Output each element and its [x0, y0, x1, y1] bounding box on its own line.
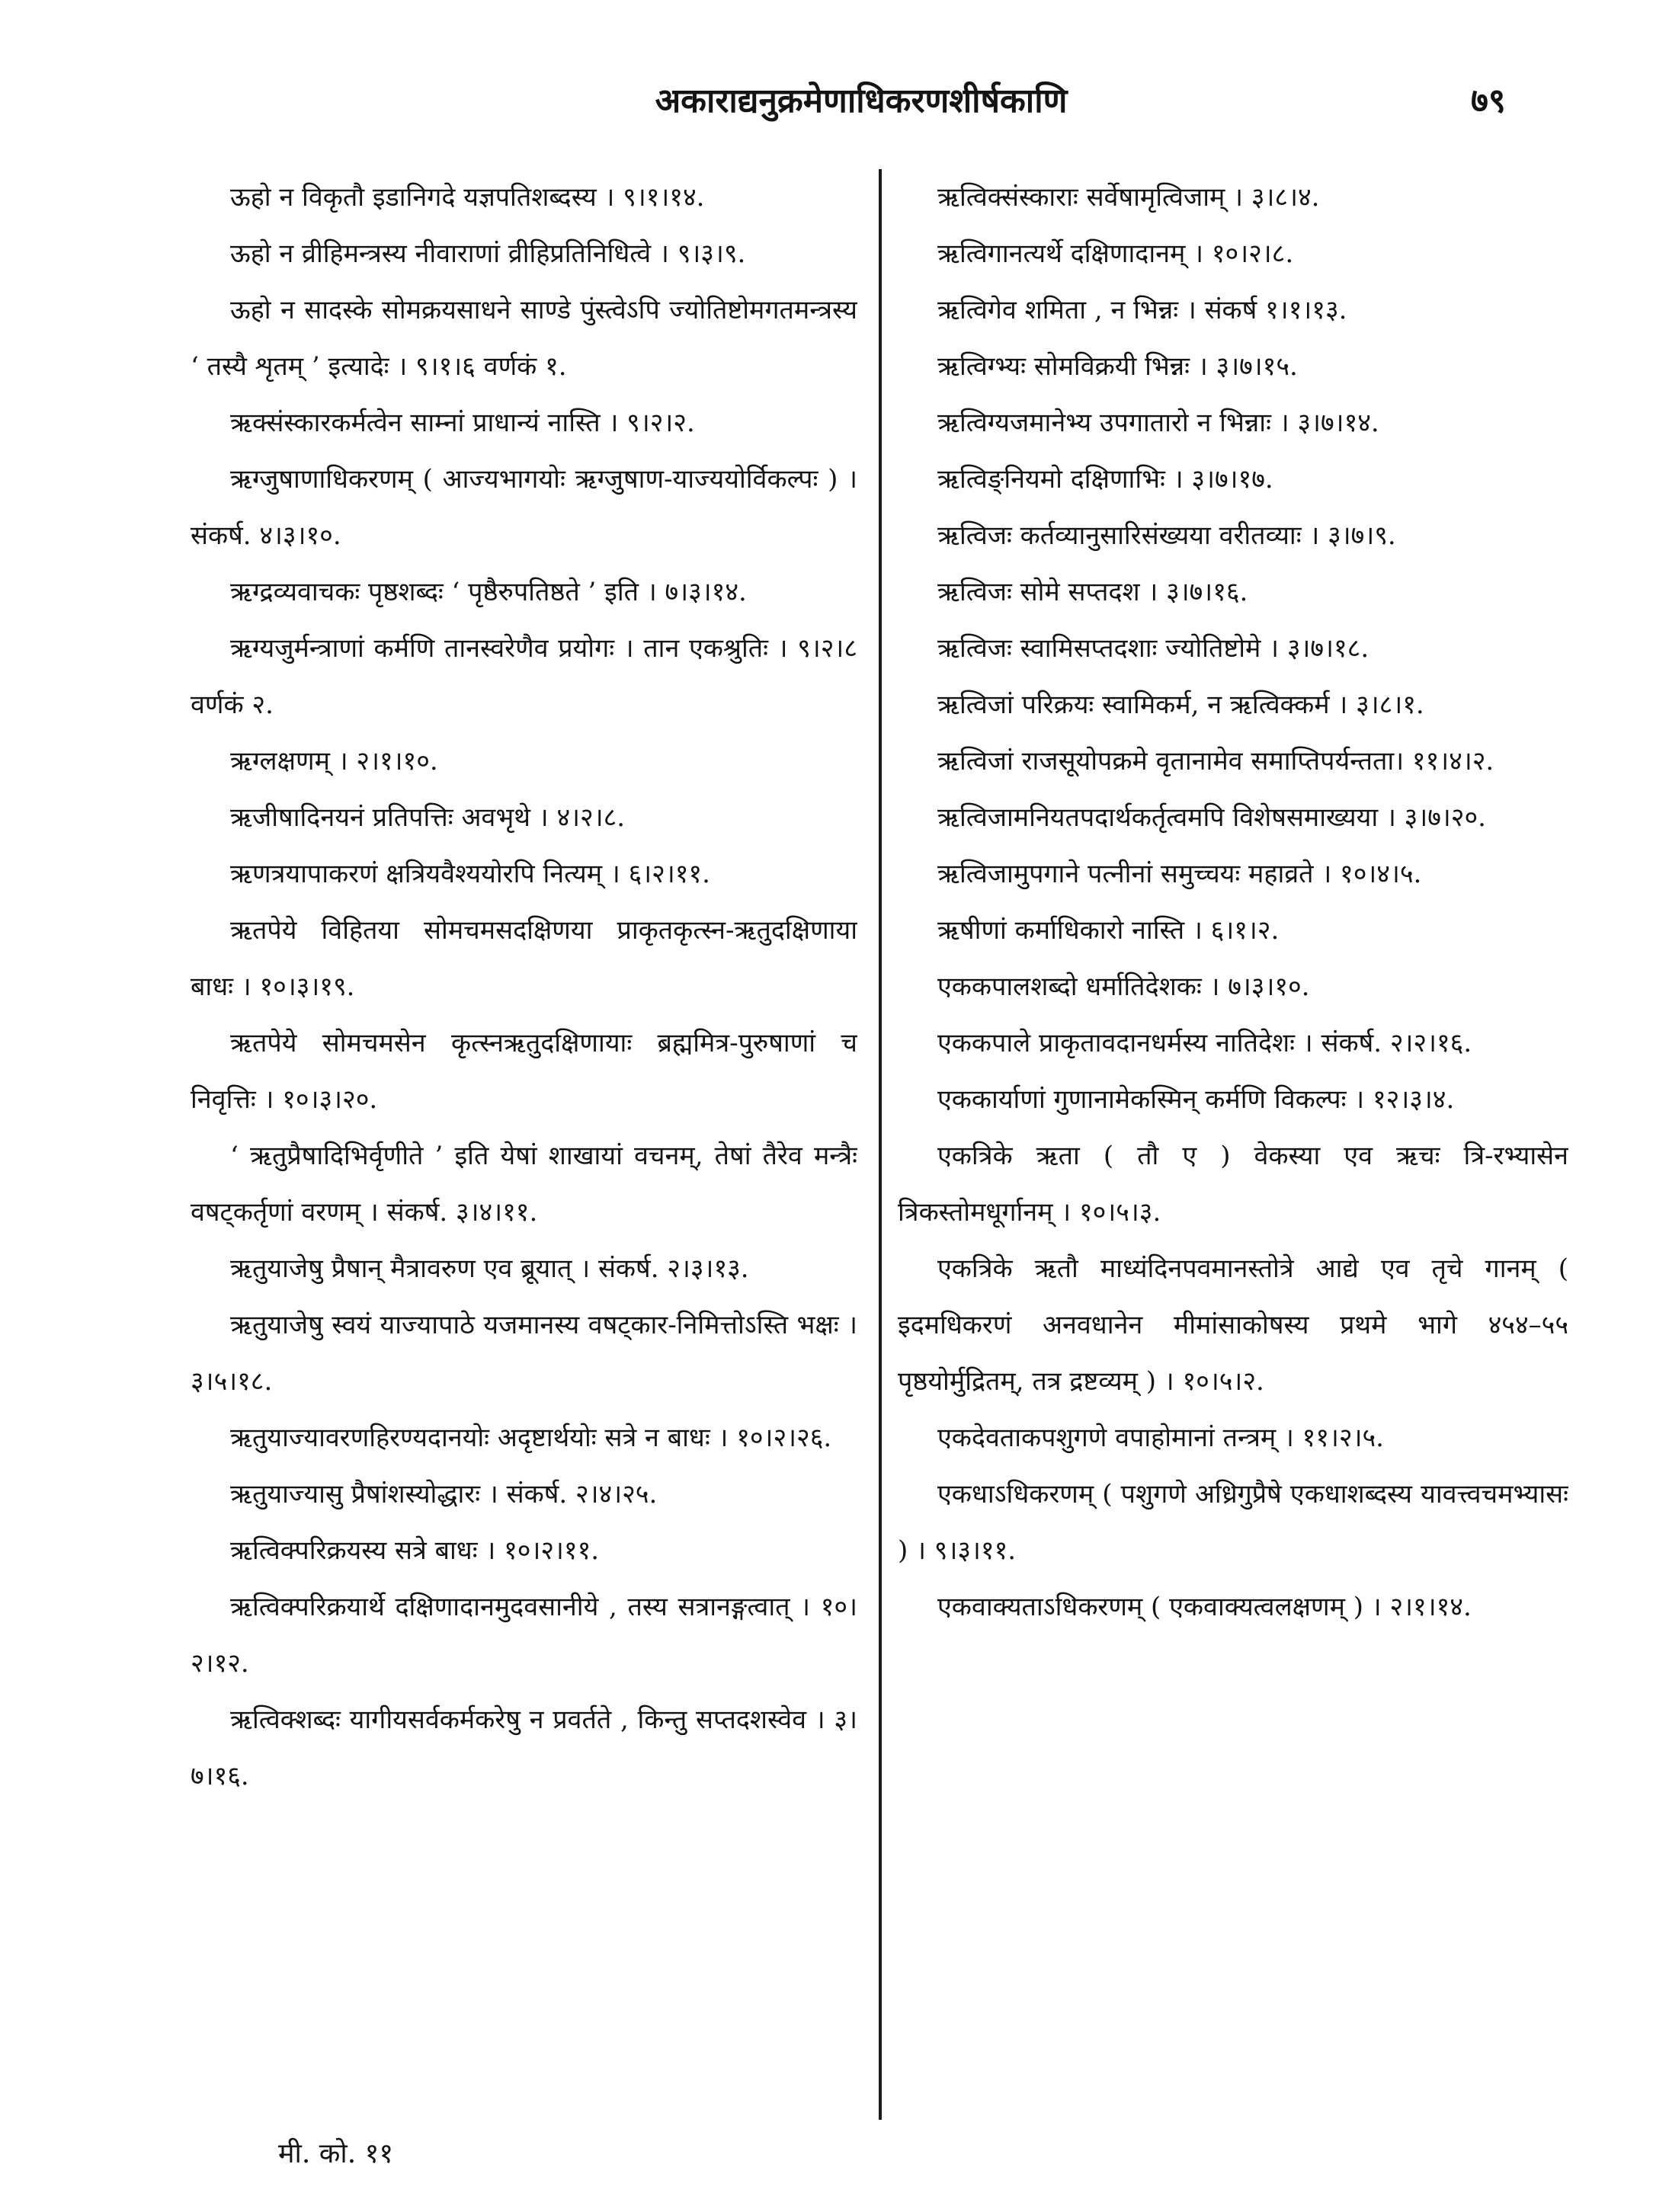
- index-entry: ऋत्विङ्नियमो दक्षिणाभिः । ३।७।१७.: [937, 464, 1273, 495]
- index-entry: ऋत्विजां परिक्रयः स्वामिकर्म, न ऋत्विक्कर्म । ३।८।१.: [937, 690, 1424, 720]
- index-entry: ऋत्विजः सोमे सप्तदश । ३।७।१६.: [937, 577, 1248, 607]
- index-entry: ऋग्जुषाणाधिकरणम् ( आज्यभागयोः ऋग्जुषाण-याज्ययोर्विकल्पः ) । संकर्ष. ४।३।१०.: [191, 464, 857, 551]
- index-entry: ऋजीषादिनयनं प्रतिपत्तिः अवभृथे । ४।२।८.: [230, 802, 626, 833]
- index-entry: एकधाऽधिकरणम् ( पशुगणे अध्रिगुप्रैषे एकधाशब्दस्य यावत्त्वचमभ्यासः ) । ९।३।११.: [898, 1479, 1568, 1566]
- column-divider: [879, 169, 882, 2120]
- index-entry: एककपालशब्दो धर्मातिदेशकः । ७।३।१०.: [937, 972, 1310, 1002]
- index-entry: ऋत्विजामनियतपदार्थकर्तृत्वमपि विशेषसमाख्यया । ३।७।२०.: [937, 802, 1486, 833]
- index-entry: ऋत्विक्शब्दः यागीयसर्वकर्मकरेषु न प्रवर्तते , किन्तु सप्तदशस्वेव । ३।७।१६.: [191, 1705, 857, 1791]
- index-entry: ऋतुयाजेषु स्वयं याज्यापाठे यजमानस्य वषट्कार-निमित्तोऽस्ति भक्षः । ३।५।१८.: [191, 1310, 857, 1397]
- index-entry: ऋतुयाज्यासु प्रैषांशस्योद्धारः । संकर्ष. २।४।२५.: [230, 1479, 658, 1509]
- index-entry: ऊहो न विकृतौ इडानिगदे यज्ञपतिशब्दस्य । ९।१।१४.: [230, 182, 705, 213]
- index-entry: ऋत्विजां राजसूयोपक्रमे वृतानामेव समाप्तिपर्यन्तता। ११।४।२.: [937, 746, 1494, 776]
- page-number: ७९: [1471, 82, 1506, 120]
- index-entry: ऋत्विगानत्यर्थे दक्षिणादानम् । १०।२।८.: [937, 238, 1294, 269]
- index-entry: ऋतुयाज्यावरणहिरण्यदानयोः अदृष्टार्थयोः सत्रे न बाधः । १०।२।२६.: [230, 1423, 832, 1453]
- index-entry: ऋक्संस्कारकर्मत्वेन साम्नां प्राधान्यं नास्ति । ९।२।२.: [230, 408, 695, 438]
- index-entry: ऋग्यजुर्मन्त्राणां कर्मणि तानस्वरेणैव प्रयोगः । तान एकश्रुतिः । ९।२।८ वर्णकं २.: [191, 633, 857, 720]
- index-entry: ऋतपेये सोमचमसेन कृत्स्नऋतुदक्षिणायाः ब्रह्ममित्र-पुरुषाणां च निवृत्तिः । १०।३।२०.: [191, 1028, 857, 1115]
- right-column: [898, 169, 1568, 2120]
- index-entry: ऋत्विजामुपगाने पत्नीनां समुच्चयः महाव्रते । १०।४।५.: [937, 859, 1422, 889]
- index-entry: ऋतुयाजेषु प्रैषान् मैत्रावरुण एव ब्रूयात् । संकर्ष. २।३।१३.: [230, 1253, 749, 1284]
- index-entry: ऋत्विजः कर्तव्यानुसारिसंख्यया वरीतव्याः । ३।७।९.: [937, 520, 1396, 551]
- index-entry: ऋत्विजः स्वामिसप्तदशाः ज्योतिष्टोमे । ३।७।१८.: [937, 633, 1369, 664]
- index-entry: ऋत्विग्भ्यः सोमविक्रयी भिन्नः । ३।७।१५.: [937, 351, 1298, 382]
- index-entry: ‘ ऋतुप्रैषादिभिर्वृणीते ’ इति येषां शाखायां वचनम्, तेषां तैरेव मन्त्रैः वषट्कर्तृणां वरणम् । संकर्ष. ३।४।११.: [191, 1141, 857, 1228]
- index-entry: ऋग्लक्षणम् । २।१।१०.: [230, 746, 438, 776]
- index-entry: ऋत्विग्यजमानेभ्य उपगातारो न भिन्नाः । ३।७।१४.: [937, 408, 1379, 438]
- index-entry: ऋत्विक्परिक्रयार्थे दक्षिणादानमुदवसानीये , तस्य सत्रानङ्गत्वात् । १०।२।१२.: [191, 1592, 857, 1679]
- index-entry: ऋत्विगेव शमिता , न भिन्नः । संकर्ष १।१।१३.: [937, 295, 1347, 325]
- index-entry: ऋत्विक्संस्काराः सर्वेषामृत्विजाम् । ३।८।४.: [937, 182, 1320, 213]
- index-entry: ऋग्द्रव्यवाचकः पृष्ठशब्दः ‘ पृष्ठैरुपतिष्ठते ’ इति । ७।३।१४.: [230, 577, 747, 607]
- index-entry: ऊहो न सादस्के सोमक्रयसाधने साण्डे पुंस्त्वेऽपि ज्योतिष्टोमगतमन्त्रस्य ‘ तस्यै शृतम् ’ इत्यादेः । ९।१।६ वर्णकं १.: [191, 295, 857, 382]
- index-entry: ऋतपेये विहितया सोमचमसदक्षिणया प्राकृतकृत्स्न-ऋतुदक्षिणाया बाधः । १०।३।१९.: [191, 915, 857, 1002]
- index-entry: एकवाक्यताऽधिकरणम् ( एकवाक्यत्वलक्षणम् ) । २।१।१४.: [937, 1592, 1472, 1622]
- index-entry: एकत्रिके ऋतौ माध्यंदिनपवमानस्तोत्रे आद्ये एव तृचे गानम् ( इदमधिकरणं अनवधानेन मीमांसाकोषस्य प्रथमे भागे ४५४–५५ पृष्ठयोर्मुद्रितम्, तत्र द्रष्टव्यम् ) । १०।५।२.: [898, 1253, 1568, 1397]
- index-entry: ऋत्विक्परिक्रयस्य सत्रे बाधः । १०।२।११.: [230, 1535, 600, 1566]
- signature-mark: मी. को. ११: [278, 2138, 394, 2169]
- running-title: अकाराद्यनुक्रमेणाधिकरणशीर्षकाणि: [655, 82, 1068, 120]
- index-entry: एककपाले प्राकृतावदानधर्मस्य नातिदेशः । संकर्ष. २।२।१६.: [937, 1028, 1472, 1058]
- index-entry: एकदेवताकपशुगणे वपाहोमानां तन्त्रम् । ११।२।५.: [937, 1423, 1384, 1453]
- index-entry: ऊहो न व्रीहिमन्त्रस्य नीवाराणां व्रीहिप्रतिनिधित्वे । ९।३।९.: [230, 238, 746, 269]
- index-entry: ऋणत्रयापाकरणं क्षत्रियवैश्ययोरपि नित्यम् । ६।२।११.: [230, 859, 710, 889]
- left-column: [191, 169, 857, 2120]
- index-entry: एककार्याणां गुणानामेकस्मिन् कर्मणि विकल्पः । १२।३।४.: [937, 1084, 1455, 1115]
- index-entry: एकत्रिके ऋता ( तौ ए ) वेकस्या एव ऋचः त्रि-रभ्यासेन त्रिकस्तोमधूर्गानम् । १०।५।३.: [898, 1141, 1568, 1228]
- index-entry: ऋषीणां कर्माधिकारो नास्ति । ६।१।२.: [937, 915, 1280, 946]
- page-header: [0, 76, 1669, 145]
